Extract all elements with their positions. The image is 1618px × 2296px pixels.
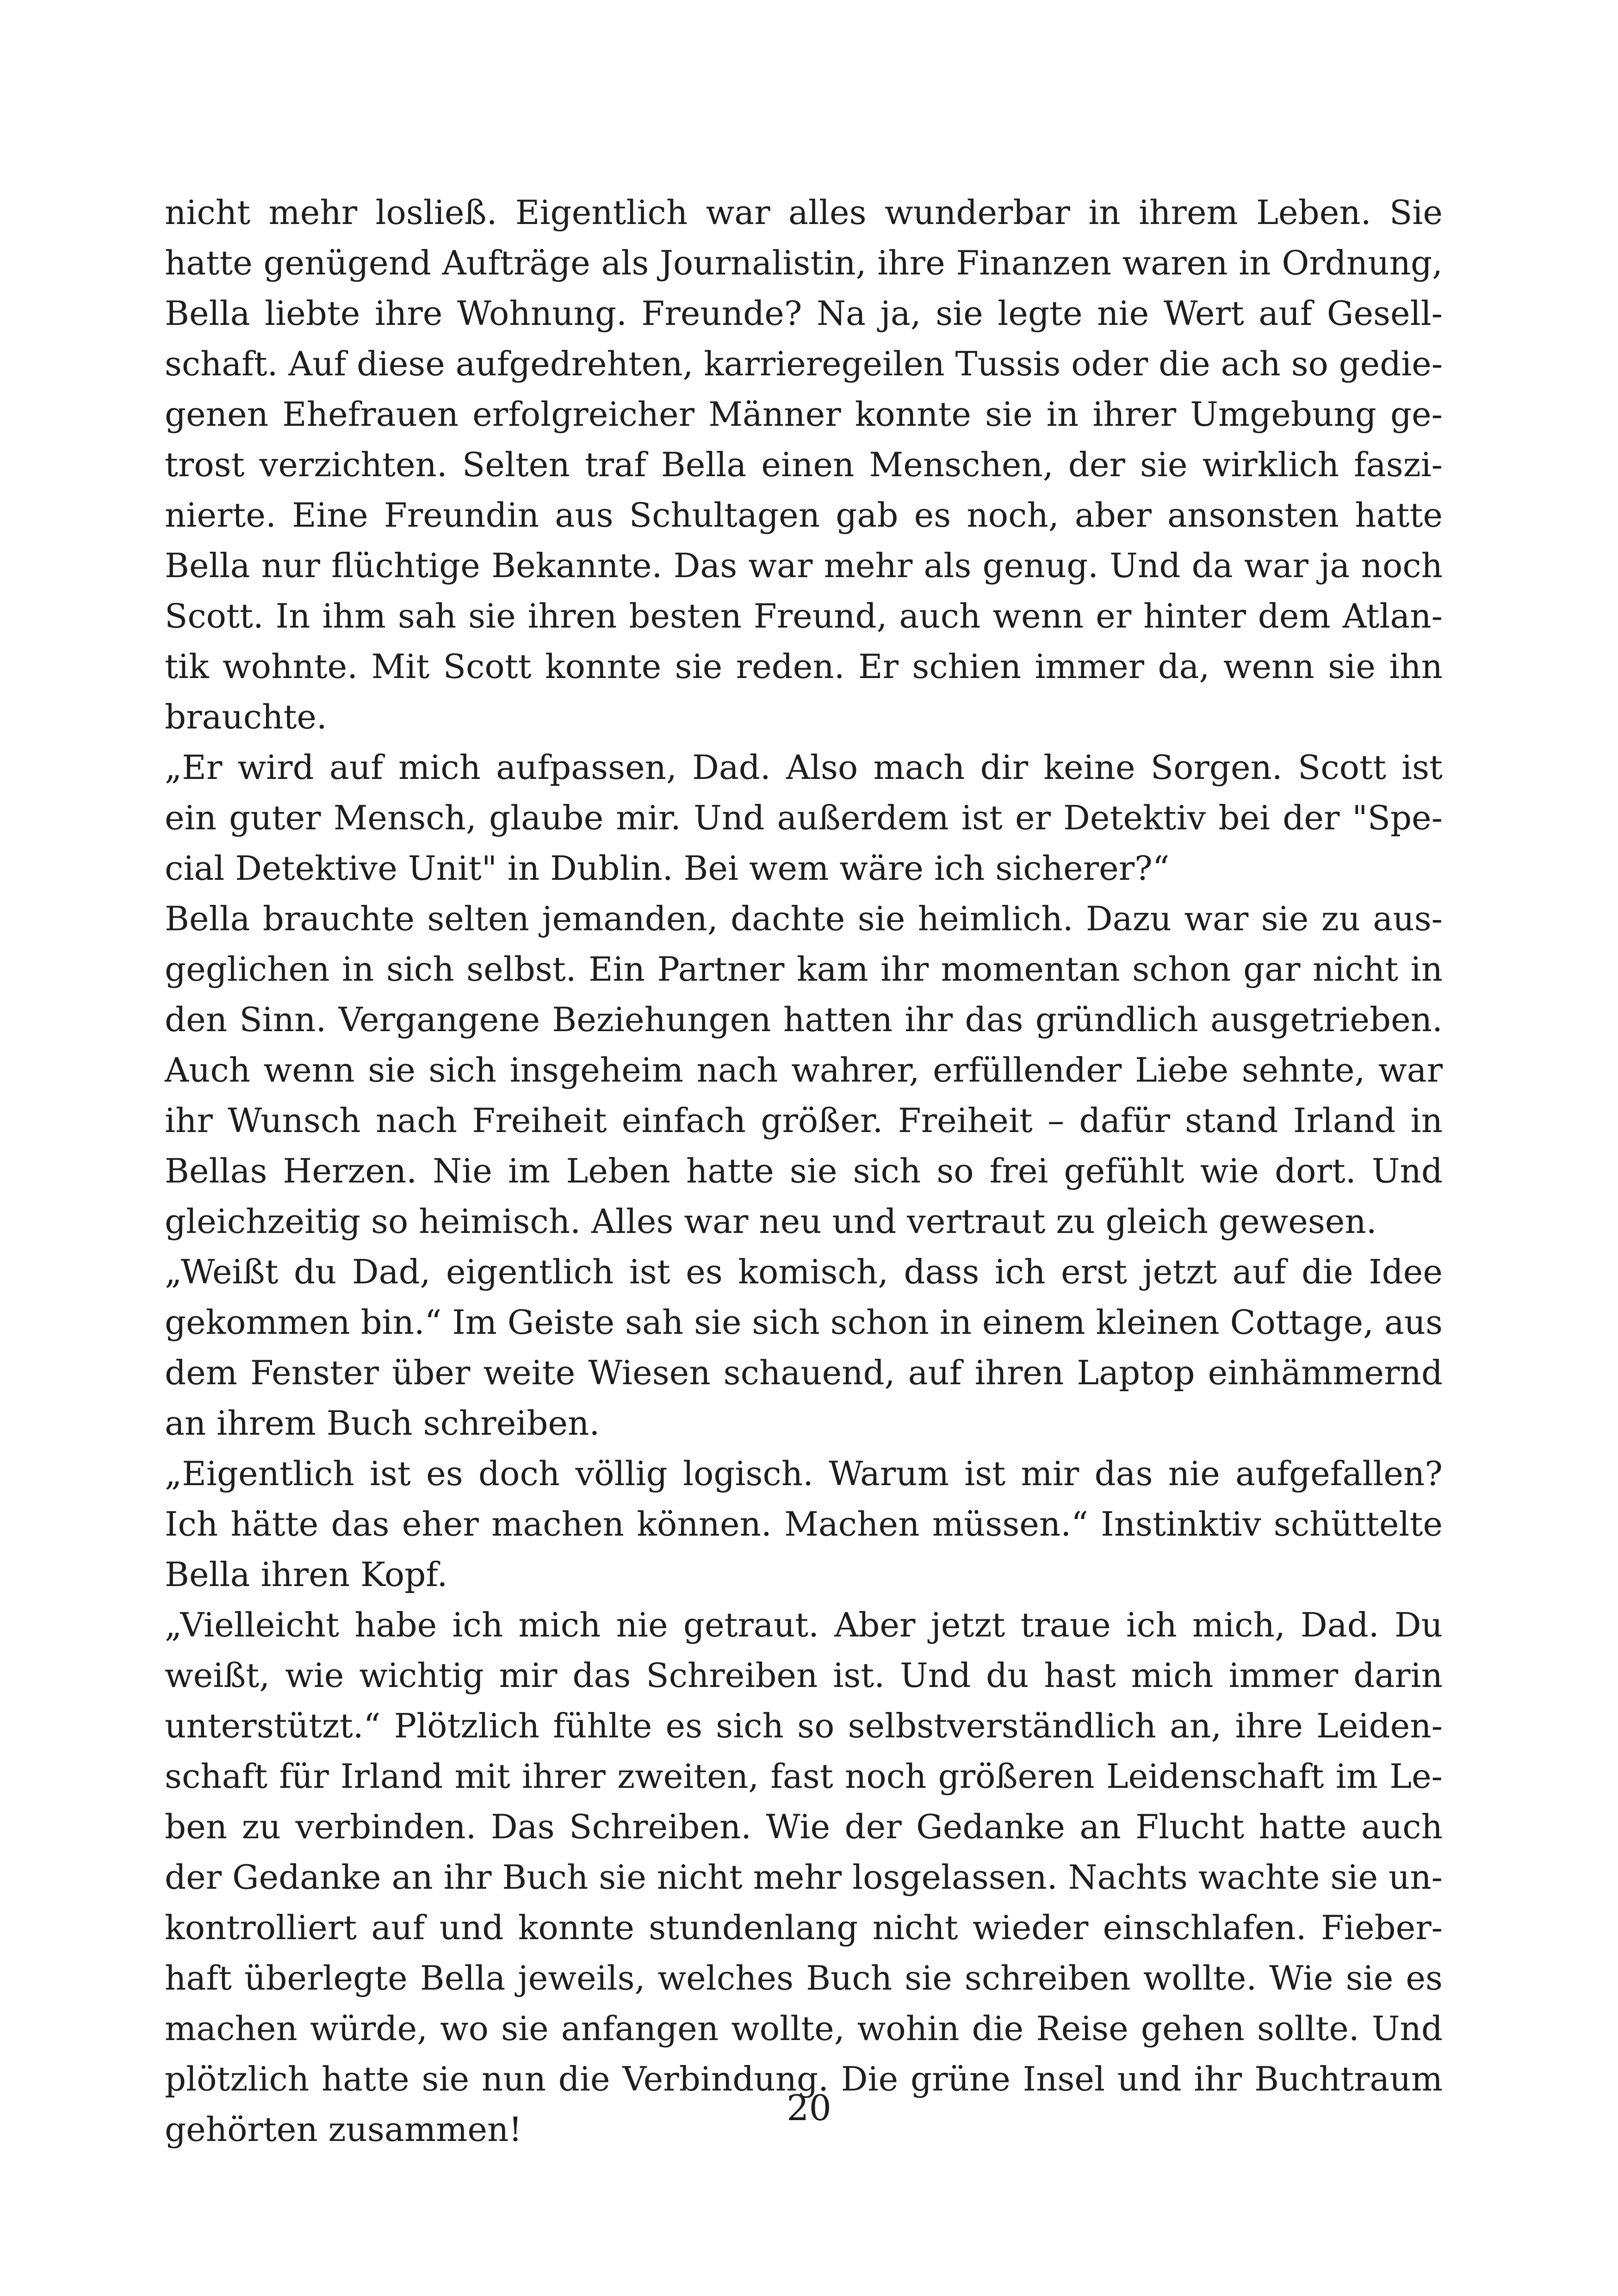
text-line: tik wohnte. Mit Scott konnte sie reden. Er schien immer da, wenn sie ihn xyxy=(165,647,1443,686)
text-line: Ich hätte das eher machen können. Machen müssen.“ Instinktiv schüttelte xyxy=(165,1505,1443,1543)
page-number: 20 xyxy=(787,2087,831,2128)
text-line: „Er wird auf mich aufpassen, Dad. Also mach dir keine Sorgen. Scott ist xyxy=(165,748,1443,787)
text-line: der Gedanke an ihr Buch sie nicht mehr losgelassen. Nachts wachte sie un- xyxy=(165,1858,1443,1897)
text-line: „Vielleicht habe ich mich nie getraut. Aber jetzt traue ich mich, Dad. Du xyxy=(165,1605,1443,1644)
text-line: gleichzeitig so heimisch. Alles war neu und vertraut zu gleich gewesen. xyxy=(165,1202,1377,1241)
text-line: den Sinn. Vergangene Beziehungen hatten ihr das gründlich ausgetrieben. xyxy=(165,1000,1443,1039)
paragraph xyxy=(165,742,1443,894)
text-line: nicht mehr losließ. Eigentlich war alles wunderbar in ihrem Leben. Sie xyxy=(165,193,1443,232)
text-line: an ihrem Buch schreiben. xyxy=(165,1404,600,1443)
text-line: schaft für Irland mit ihrer zweiten, fast noch größeren Leidenschaft im Le- xyxy=(165,1757,1443,1796)
paragraph xyxy=(165,187,1443,742)
text-line: trost verzichten. Selten traf Bella einen Menschen, der sie wirklich faszi- xyxy=(165,445,1443,484)
text-line: dem Fenster über weite Wiesen schauend, auf ihren Laptop einhämmernd xyxy=(165,1353,1443,1392)
text-line: „Eigentlich ist es doch völlig logisch. Warum ist mir das nie aufgefallen? xyxy=(165,1454,1443,1493)
text-line: brauchte. xyxy=(165,697,327,736)
text-line: ben zu verbinden. Das Schreiben. Wie der Gedanke an Flucht hatte auch xyxy=(165,1807,1443,1846)
text-line: hatte genügend Aufträge als Journalistin, ihre Finanzen waren in Ordnung, xyxy=(165,243,1443,282)
body-text xyxy=(165,187,1443,2155)
text-line: haft überlegte Bella jeweils, welches Buch sie schreiben wollte. Wie sie es xyxy=(165,1959,1443,1997)
text-line: Auch wenn sie sich insgeheim nach wahrer, erfüllender Liebe sehnte, war xyxy=(165,1051,1443,1089)
text-line: plötzlich hatte sie nun die Verbindung. Die grüne Insel und ihr Buchtraum xyxy=(165,2060,1443,2098)
text-line: Bellas Herzen. Nie im Leben hatte sie sich so frei gefühlt wie dort. Und xyxy=(165,1151,1443,1190)
paragraph xyxy=(165,1449,1443,1600)
text-line: kontrolliert auf und konnte stundenlang nicht wieder einschlafen. Fieber- xyxy=(165,1908,1443,1947)
text-line: unterstützt.“ Plötzlich fühlte es sich so selbstverständlich an, ihre Leiden- xyxy=(165,1706,1443,1745)
text-line: ein guter Mensch, glaube mir. Und außerdem ist er Detektiv bei der "Spe- xyxy=(165,798,1443,837)
text-line: geglichen in sich selbst. Ein Partner kam ihr momentan schon gar nicht in xyxy=(165,950,1443,989)
text-line: genen Ehefrauen erfolgreicher Männer konnte sie in ihrer Umgebung ge- xyxy=(165,395,1443,434)
text-line: cial Detektive Unit" in Dublin. Bei wem wäre ich sicherer?“ xyxy=(165,849,1170,888)
text-line: Bella nur flüchtige Bekannte. Das war mehr als genug. Und da war ja noch xyxy=(165,546,1443,585)
paragraph xyxy=(165,894,1443,1247)
text-line: gehörten zusammen! xyxy=(165,2110,522,2149)
paragraph xyxy=(165,1600,1443,2155)
text-line: Bella ihren Kopf. xyxy=(165,1555,448,1594)
text-line: gekommen bin.“ Im Geiste sah sie sich schon in einem kleinen Cottage, aus xyxy=(165,1303,1443,1342)
text-line: nierte. Eine Freundin aus Schultagen gab es noch, aber ansonsten hatte xyxy=(165,496,1443,535)
text-line: ihr Wunsch nach Freiheit einfach größer. Freiheit – dafür stand Irland in xyxy=(165,1101,1443,1140)
text-line: Bella liebte ihre Wohnung. Freunde? Na ja, sie legte nie Wert auf Gesell- xyxy=(165,294,1443,333)
paragraph xyxy=(165,1247,1443,1449)
text-line: schaft. Auf diese aufgedrehten, karrieregeilen Tussis oder die ach so gedie- xyxy=(165,344,1443,383)
text-line: Bella brauchte selten jemanden, dachte sie heimlich. Dazu war sie zu aus- xyxy=(165,899,1443,938)
text-line: „Weißt du Dad, eigentlich ist es komisch, dass ich erst jetzt auf die Idee xyxy=(165,1252,1443,1291)
text-line: Scott. In ihm sah sie ihren besten Freund, auch wenn er hinter dem Atlan- xyxy=(165,597,1443,635)
text-line: weißt, wie wichtig mir das Schreiben ist. Und du hast mich immer darin xyxy=(165,1656,1443,1695)
text-line: machen würde, wo sie anfangen wollte, wohin die Reise gehen sollte. Und xyxy=(165,2009,1443,2048)
